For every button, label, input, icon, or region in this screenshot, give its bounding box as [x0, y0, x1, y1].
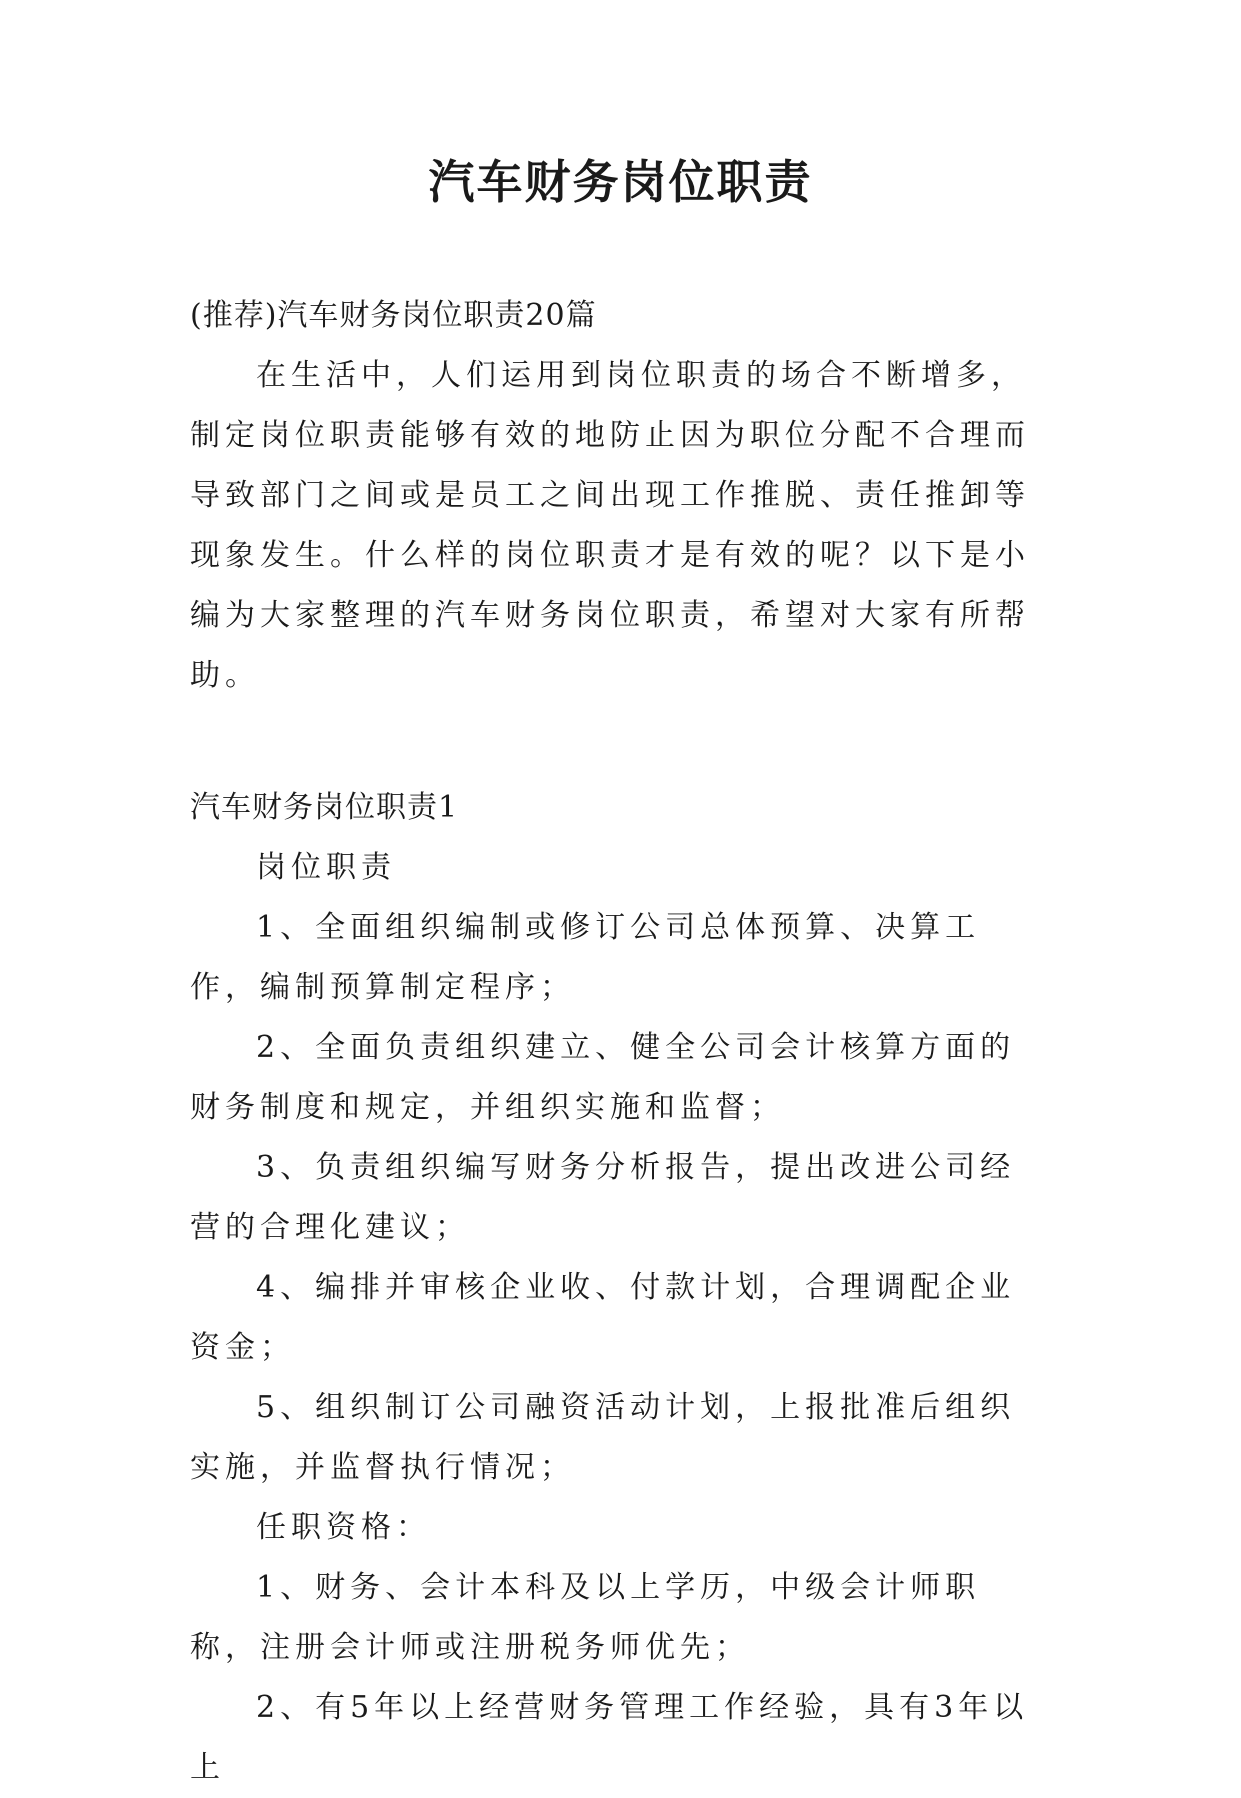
section-heading: 汽车财务岗位职责1	[190, 790, 459, 825]
section-spacer	[190, 706, 1050, 778]
document-subtitle: (推荐)汽车财务岗位职责20篇	[190, 298, 597, 333]
duty-item: 4、编排并审核企业收、付款计划，合理调配企业资金；	[190, 1270, 1016, 1365]
qualification-item: 2、有5年以上经营财务管理工作经验，具有3年以上	[190, 1690, 1029, 1785]
intro-paragraph: 在生活中，人们运用到岗位职责的场合不断增多，制定岗位职责能够有效的地防止因为职位分配不合理而导致部门之间或是员工之间出现工作推脱、责任推卸等现象发生。什么样的岗位职责才是有效的呢？以下是小编为大家整理的汽车财务岗位职责，希望对大家有所帮助。	[190, 358, 1030, 693]
duties-heading: 岗位职责	[256, 850, 396, 885]
duty-item: 3、负责组织编写财务分析报告，提出改进公司经营的合理化建议；	[190, 1150, 1016, 1245]
duty-item: 2、全面负责组织建立、健全公司会计核算方面的财务制度和规定，并组织实施和监督；	[190, 1030, 1016, 1125]
duty-item: 1、全面组织编制或修订公司总体预算、决算工作，编制预算制定程序；	[190, 910, 981, 1005]
qualifications-heading: 任职资格：	[256, 1510, 431, 1545]
duty-item: 5、组织制订公司融资活动计划，上报批准后组织实施，并监督执行情况；	[190, 1390, 1016, 1485]
document-body	[190, 286, 1050, 1798]
document-title: 汽车财务岗位职责	[428, 155, 813, 209]
qualification-item: 1、财务、会计本科及以上学历，中级会计师职称，注册会计师或注册税务师优先；	[190, 1570, 981, 1665]
